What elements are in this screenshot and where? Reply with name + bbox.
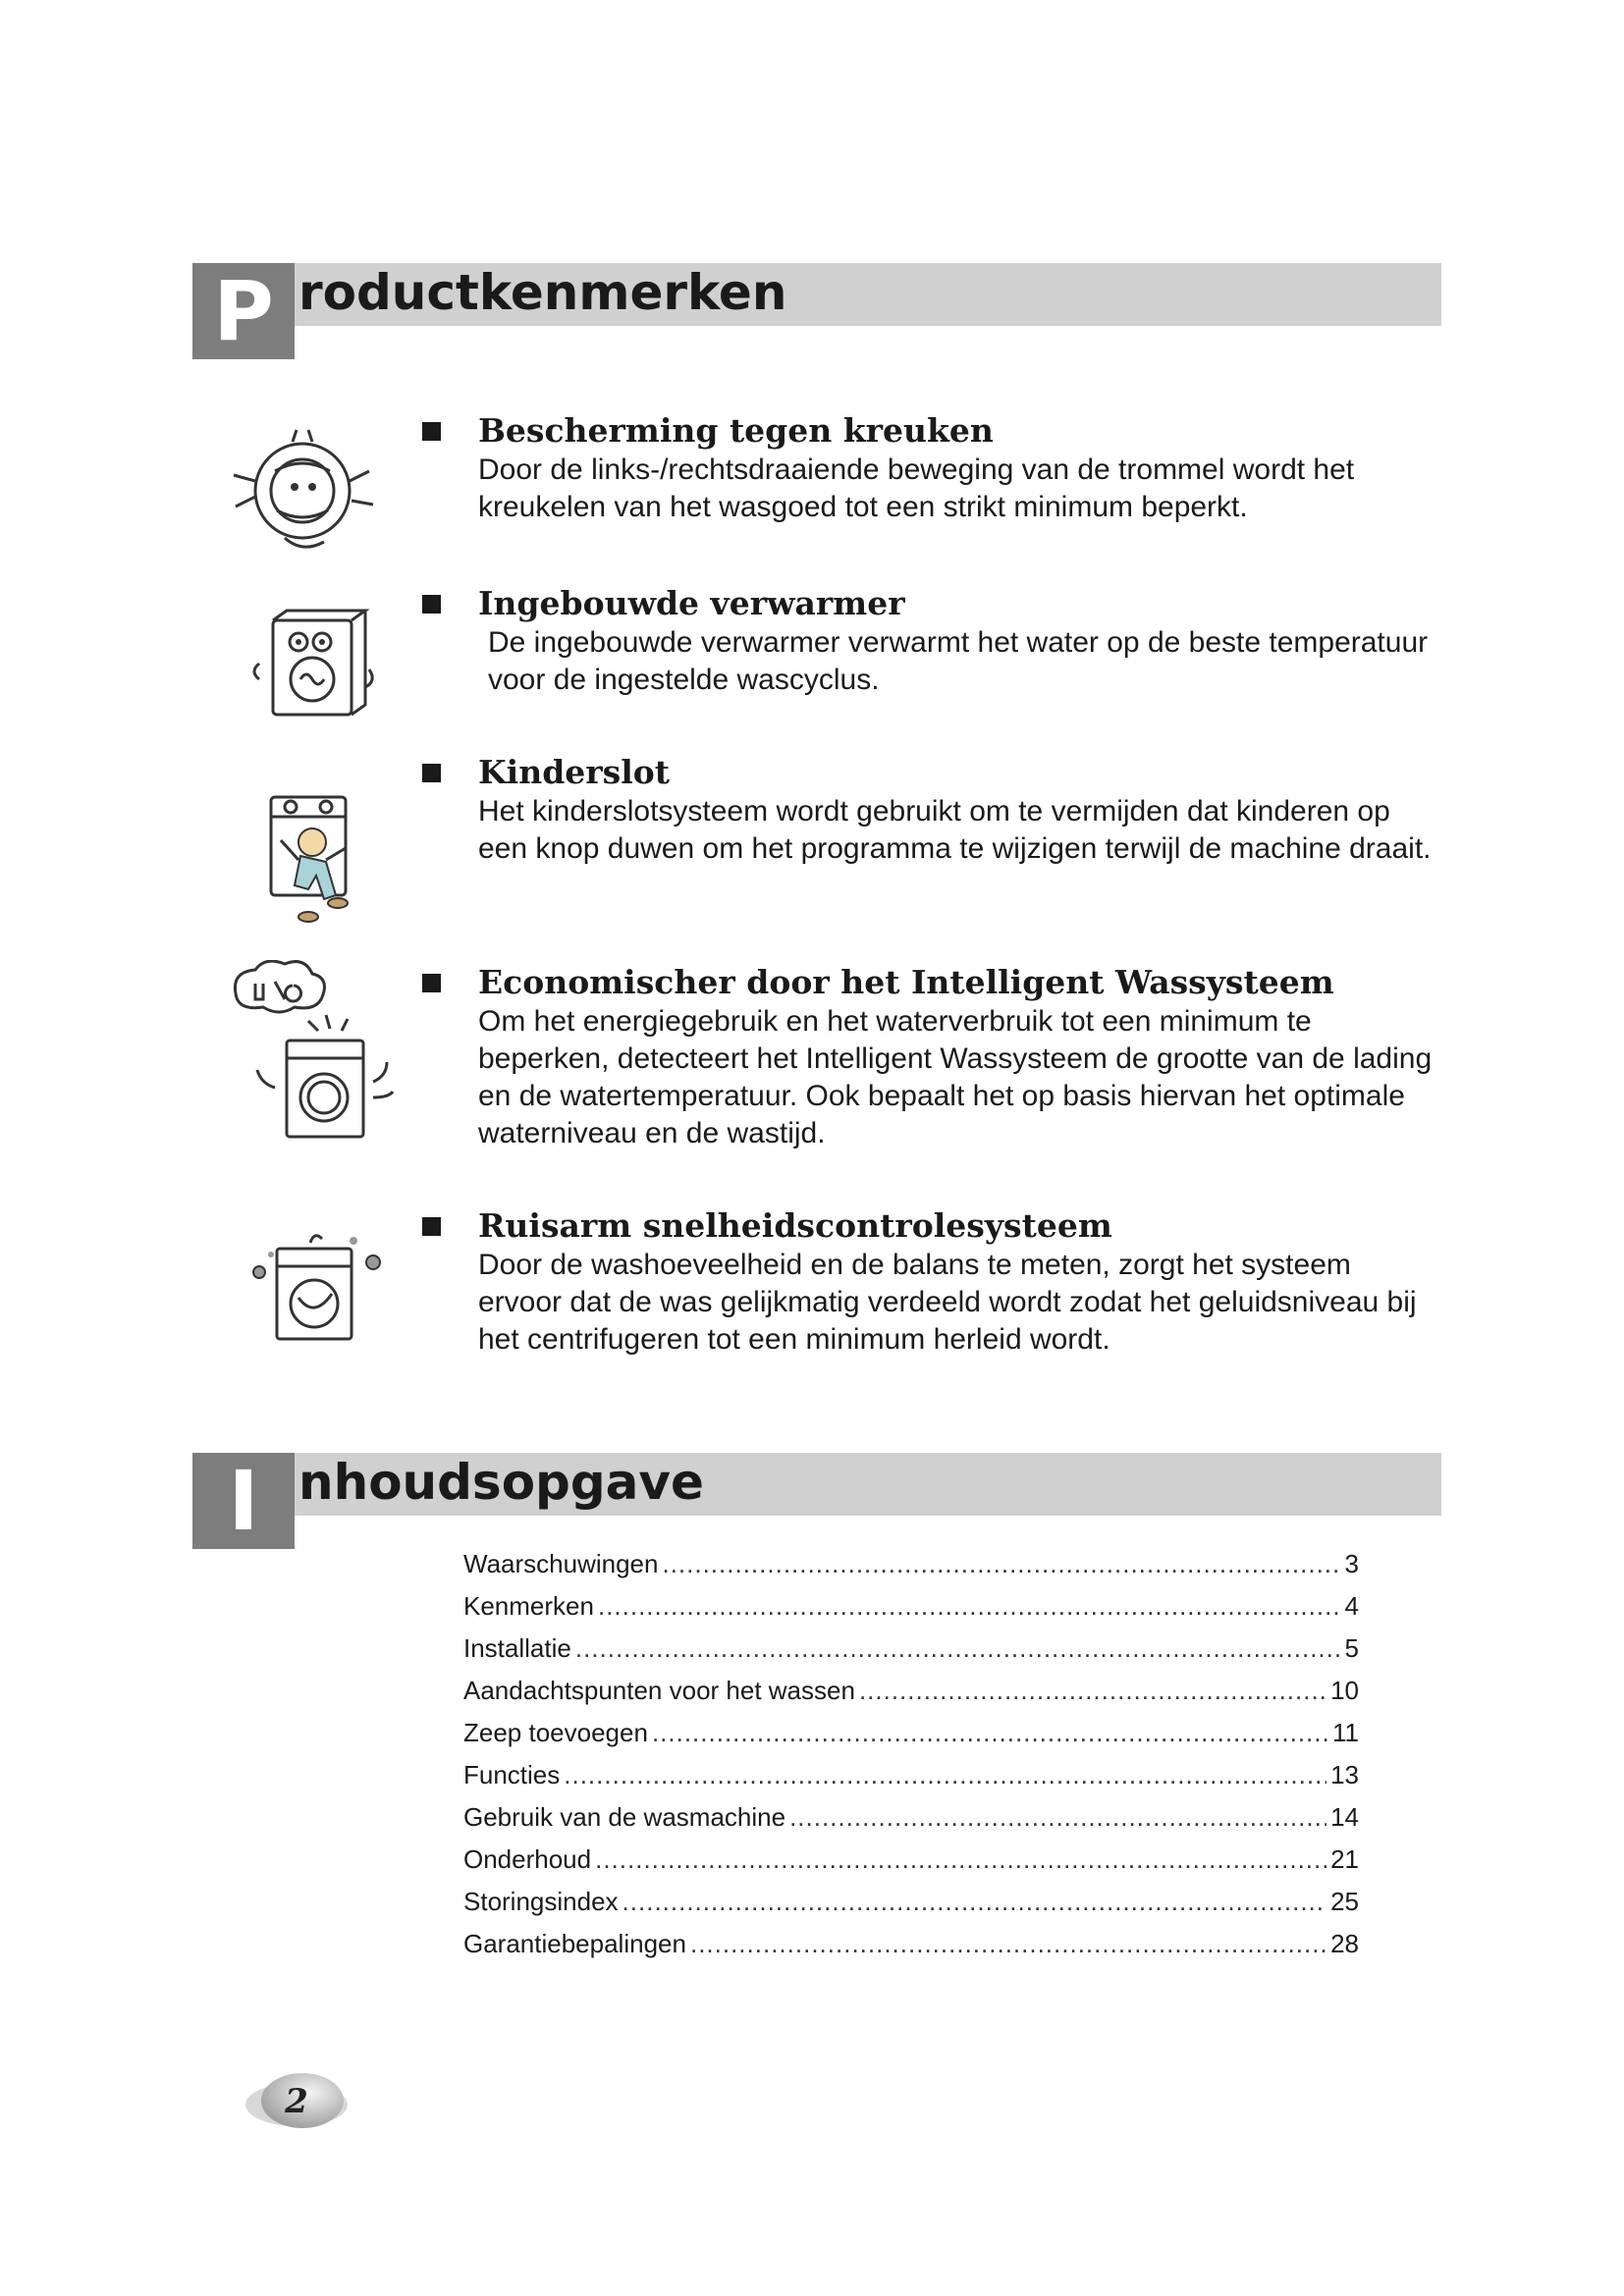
toc-entry-page: 11 xyxy=(1332,1718,1359,1747)
toc-entry[interactable] xyxy=(463,1633,1359,1676)
section-title: roductkenmerken xyxy=(298,264,787,321)
heater-washer-icon xyxy=(216,585,403,742)
toc-entry-page: 4 xyxy=(1344,1591,1359,1621)
bullet-square xyxy=(422,974,441,992)
toc-entry-page: 14 xyxy=(1330,1802,1359,1832)
toc-entry[interactable] xyxy=(463,1760,1359,1802)
toc-leader-dots xyxy=(595,1844,1326,1875)
toc-entry[interactable] xyxy=(463,1549,1359,1591)
table-of-contents xyxy=(463,1549,1359,1971)
toc-entry[interactable] xyxy=(463,1718,1359,1760)
toc-entry-label: Waarschuwingen xyxy=(463,1549,659,1578)
low-noise-washer-icon xyxy=(216,1207,403,1364)
toc-entry-label: Kenmerken xyxy=(463,1591,594,1621)
toc-entry-label: Garantiebepalingen xyxy=(463,1929,686,1958)
toc-entry-page: 5 xyxy=(1344,1633,1359,1663)
toc-entry-label: Functies xyxy=(463,1760,561,1789)
toc-leader-dots xyxy=(690,1929,1326,1959)
toc-leader-dots xyxy=(623,1887,1327,1917)
toc-entry[interactable] xyxy=(463,1844,1359,1887)
feature-description: Door de links-/rechtsdraaiende beweging van de trommel wordt het kreukelen van het wasgoed tot een strikt minimum beperkt. xyxy=(478,454,1355,523)
toc-entry-page: 3 xyxy=(1344,1549,1359,1578)
toc-entry-page: 28 xyxy=(1330,1929,1359,1958)
child-lock-icon xyxy=(216,754,403,926)
toc-entry-label: Gebruik van de wasmachine xyxy=(463,1802,786,1832)
toc-leader-dots xyxy=(575,1633,1341,1664)
toc-leader-dots xyxy=(859,1676,1326,1706)
toc-leader-dots xyxy=(598,1591,1341,1622)
washing-drum-icon xyxy=(216,412,403,569)
section-title: nhoudsopgave xyxy=(298,1454,704,1511)
toc-entry-label: Aandachtspunten voor het wassen xyxy=(463,1676,855,1705)
feature-description: Het kinderslotsysteem wordt gebruikt om te vermijden dat kinderen op een knop duwen om het programma te wijzigen terwijl de machine draait. xyxy=(478,795,1432,865)
toc-entry[interactable] xyxy=(463,1802,1359,1844)
feature-title: Economischer door het Intelligent Wassysteem xyxy=(478,963,1334,1001)
toc-entry-page: 25 xyxy=(1330,1887,1359,1916)
toc-entry[interactable] xyxy=(463,1887,1359,1929)
feature-description: Door de washoeveelheid en de balans te meten, zorgt het systeem ervoor dat de was gelijkmatig verdeeld wordt zodat het geluidsniveau bij het centrifugeren tot een minimum herleid wordt. xyxy=(478,1249,1417,1356)
toc-entry[interactable] xyxy=(463,1676,1359,1718)
feature-title: Ingebouwde verwarmer xyxy=(478,584,905,622)
toc-entry[interactable] xyxy=(463,1591,1359,1633)
section-header-productkenmerken xyxy=(192,263,1441,359)
bullet-square xyxy=(422,764,441,782)
feature-description: Om het energiegebruik en het waterverbruik tot een minimum te beperken, detecteert het Intelligent Wassysteem de grootte van de lading en de watertemperatuur. Ook bepaalt het op basis hiervan het optimale waterniveau en de wastijd. xyxy=(478,1005,1433,1149)
header-initial-letter: P xyxy=(192,263,295,359)
feature-description: De ingebouwde verwarmer verwarmt het water op de beste temperatuur voor de ingestelde wascyclus. xyxy=(488,626,1429,696)
toc-entry-page: 21 xyxy=(1330,1844,1359,1874)
toc-entry-page: 13 xyxy=(1330,1760,1359,1789)
page-number-text: 2 xyxy=(285,2082,308,2121)
toc-entry-label: Installatie xyxy=(463,1633,571,1663)
intelligent-wash-icon xyxy=(216,960,403,1147)
toc-entry-label: Zeep toevoegen xyxy=(463,1718,648,1747)
section-header-inhoudsopgave xyxy=(192,1453,1441,1549)
bullet-square xyxy=(422,1217,441,1236)
header-initial-letter: I xyxy=(192,1453,295,1549)
feature-title: Ruisarm snelheidscontrolesysteem xyxy=(478,1206,1112,1245)
feature-title: Bescherming tegen kreuken xyxy=(478,411,994,450)
toc-leader-dots xyxy=(564,1760,1326,1790)
toc-entry-page: 10 xyxy=(1330,1676,1359,1705)
toc-leader-dots xyxy=(789,1802,1326,1833)
toc-entry[interactable] xyxy=(463,1929,1359,1971)
feature-title: Kinderslot xyxy=(478,753,671,791)
page-number-badge xyxy=(245,2069,353,2132)
toc-leader-dots xyxy=(652,1718,1328,1748)
bullet-square xyxy=(422,422,441,441)
bullet-square xyxy=(422,595,441,614)
toc-entry-label: Onderhoud xyxy=(463,1844,592,1874)
toc-entry-label: Storingsindex xyxy=(463,1887,619,1916)
toc-leader-dots xyxy=(662,1549,1340,1579)
